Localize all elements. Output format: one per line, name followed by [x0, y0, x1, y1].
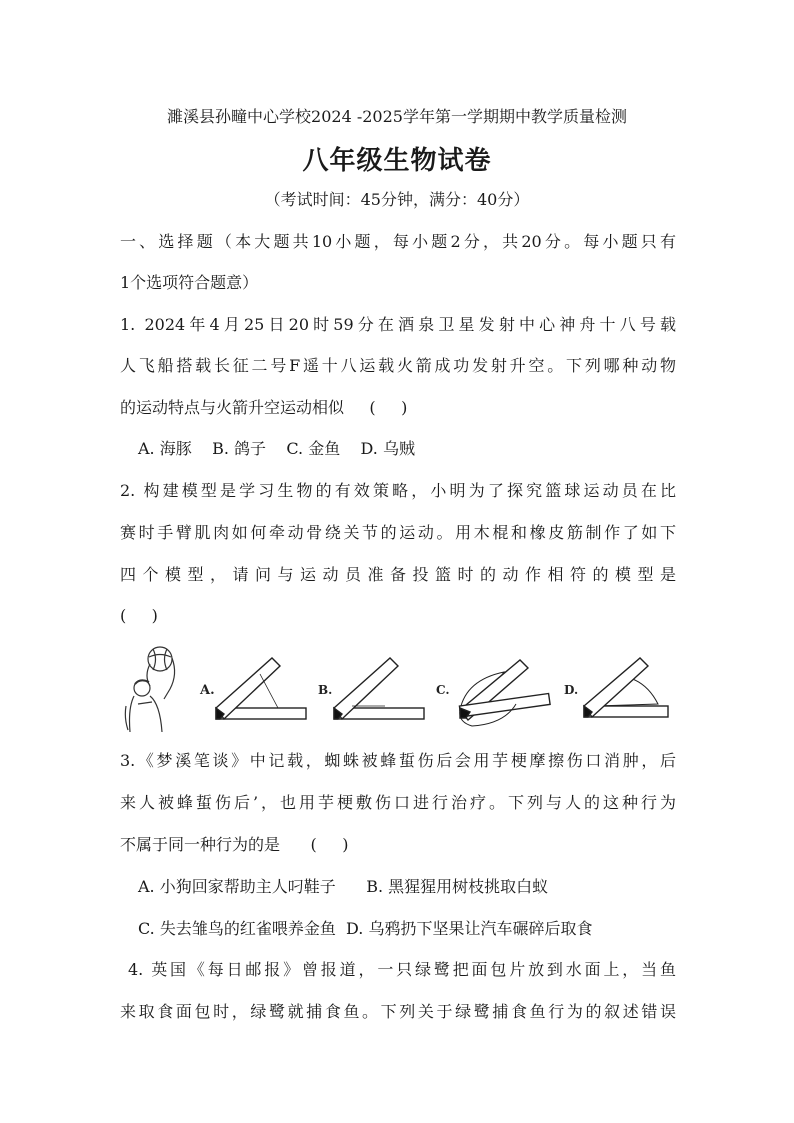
q2-line-1: 2. 构建模型是学习生物的有效策略，小明为了探究篮球运动员在比 — [120, 481, 676, 500]
model-c — [459, 660, 550, 726]
model-b-label: B. — [318, 683, 333, 697]
section-heading-line-1: 一、选择题（本大题共10小题，每小题2分，共20分。每小题只有 — [120, 232, 676, 251]
q3-options-cd: C. 失去雏鸟的红雀喂养金鱼 D. 乌鸦扔下坚果让汽车碾碎后取食 — [138, 919, 593, 938]
q1-line-3: 的运动特点与火箭升空运动相似 ( ) — [120, 398, 408, 417]
model-b — [334, 658, 424, 719]
basketball-icon — [148, 647, 172, 671]
exam-title: 八年级生物试卷 — [302, 146, 492, 176]
q3-line-2: 来人被蜂蜇伤后’，也用芋梗敷伤口进行治疗。下列与人的这种行为 — [120, 793, 676, 812]
model-a — [216, 658, 306, 719]
q3-options-ab: A. 小狗回家帮助主人叼鞋子 B. 黑猩猩用树枝挑取白蚁 — [138, 877, 549, 896]
q2-answer-blank: ( ) — [120, 606, 158, 625]
q1-line-1: 1. 2024年4月25日20时59分在酒泉卫星发射中心神舟十八号载 — [120, 315, 676, 334]
q1-line-2: 人飞船搭载长征二号F遥十八运载火箭成功发射升空。下列哪种动物 — [120, 356, 676, 375]
q3-line-3: 不属于同一种行为的是 ( ) — [120, 835, 349, 854]
arm-model-figure — [120, 644, 680, 732]
model-c-label: C. — [436, 683, 450, 697]
q4-line-2: 来取食面包时，绿鹭就捕食鱼。下列关于绿鹭捕食鱼行为的叙述错误 — [120, 1002, 676, 1021]
model-a-band — [260, 674, 278, 708]
model-d-label: D. — [564, 683, 579, 697]
model-a-label: A. — [200, 683, 215, 698]
basketball-player-illustration — [125, 647, 174, 732]
arm-model-figure-svg — [120, 644, 680, 732]
q4-line-1: 4. 英国《每日邮报》曾报道，一只绿鹭把面包片放到水面上，当鱼 — [128, 960, 676, 979]
q3-line-1: 3.《梦溪笔谈》中记载，蜘蛛被蜂蜇伤后会用芋梗摩擦伤口消肿，后 — [120, 751, 676, 770]
q2-line-2: 赛时手臂肌肉如何牵动骨绕关节的运动。用木棍和橡皮筋制作了如下 — [120, 523, 676, 542]
q1-options: A. 海豚 B. 鸽子 C. 金鱼 D. 乌贼 — [138, 439, 415, 458]
exam-info: （考试时间：45分钟，满分：40分） — [264, 190, 530, 209]
school-exam-header: 濉溪县孙疃中心学校2024 -2025学年第一学期期中教学质量检测 — [167, 107, 627, 126]
section-heading-line-2: 1个选项符合题意） — [120, 273, 259, 292]
model-d — [584, 658, 668, 717]
q2-line-3: 四个模型，请问与运动员准备投篮时的动作相符的模型是 — [120, 565, 676, 584]
